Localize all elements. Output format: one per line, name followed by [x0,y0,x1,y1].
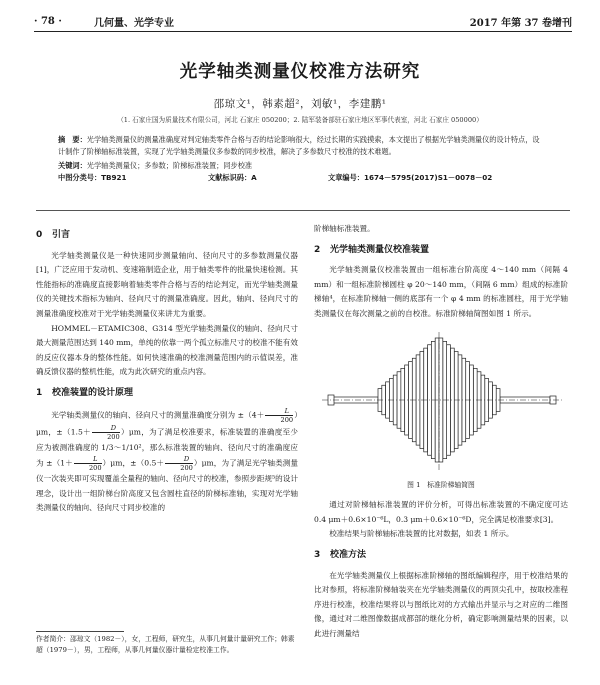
keywords [58,160,542,172]
abstract-label: 摘 要： [58,135,87,144]
right-column [314,222,568,642]
keywords-label: 关键词： [58,161,87,170]
section-3-heading: 3 校准方法 [314,549,367,560]
section-2-heading: 2 光学轴类测量仪校准装置 [314,244,430,255]
document-code: 文献标识码：A [208,173,257,182]
stepped-shaft-diagram [314,328,568,476]
journal-issue: 2017 年第 37 卷增刊 [469,17,572,29]
section-1-heading: 1 校准装置的设计原理 [36,387,134,398]
intro-paragraph-1: 光学轴类测量仪是一种快速同步测量轴向、径向尺寸的多参数测量仪器[1]，广泛应用于发动机、变速箱制造企业，用于轴类零件的批量快速检测。其性能指标的准确度直接影响着轴类零件合格与否的结论判定，而光学轴类测量仪的关键技术指标为轴向、径向尺寸的测量准确度。因此，轴向、径向尺寸的测量准确度校准对于光学轴类测量仪来讲尤为重要。 [36,250,298,318]
article-meta [58,172,542,184]
page-number: · 78 · [34,15,62,27]
fraction-d-200-b: $\frac{D}{200}$ [165,455,193,472]
footnote-rule [36,631,124,632]
fraction-d-200: $\frac{D}{200}$ [92,424,120,441]
journal-section: 几何量、光学专业 [94,17,174,29]
figure-stepped-shaft [314,328,568,476]
abstract-rule [36,210,570,211]
author-list: 邵琼文¹，韩素超²，刘敏¹，李建鹏¹ [213,98,387,110]
design-paragraph: 光学轴类测量仪的轴向、径向尺寸的测量准确度分别为 ±（4＋ $\frac{L}{200}$ ）μm，±（1.5＋ $\frac{D}{200}$ ）μm，为了满足校准要求，标准装置的准确度至少应为被测准确度的 1/3～1/10²，那么标准装置的轴向、径向尺寸的准确度应为 ±（1＋ $\frac{L}{200}$ ）μm，±（0.5＋ $\frac{D}{200}$ ）μm，为了满足光学轴类测量仪一次装夹即可实现覆盖全量程的轴向、径向尺寸的校准，参照步距规⁵的设计理念，设计出一组阶梯台阶高度又包含圆柱直径的阶梯标准轴，实现对光学轴类测量仪的轴向、径向尺寸同步校准的 [36,406,299,513]
fraction-l-200-b: $\frac{L}{200}$ [74,455,102,472]
device-paragraph: 光学轴类测量仪校准装置由一组标准台阶高度 4～140 mm（间隔 4 mm）和一组标准阶梯圆柱 φ 20～140 mm，（间隔 6 mm）组成的标准阶梯轴⁴，在标准阶梯轴一侧的底部有一个 φ 4 mm 的标准圆柱，用于光学轴类测量仪在每次测量之前的自校准。标准阶梯轴简图如图 1 所示。 [314,265,568,318]
clc-number: 中图分类号：TB921 [58,173,127,182]
keywords-text: 光学轴类测量仪；多参数；阶梯标准装置；同步校准 [86,161,253,170]
intro-paragraph-2: HOMMEL－ETAMIC308、G314 型光学轴类测量仪的轴向、径向尺寸最大测量范围达到 140 mm，单纯的依靠一两个孤立标准尺寸的校准不能有效的反应仪器本身的整体性能。如何快速准确的校准测量范围内的示值误差，准确反馈仪器的整机性能，成为此次研究的重点内容。 [36,323,298,377]
section-0-heading: 0 引言 [36,230,71,240]
figure-caption: 图 1 标准阶梯轴简图 [407,480,475,489]
left-column [36,222,298,516]
method-paragraph: 在光学轴类测量仪上根据标准阶梯轴的图纸编辑程序，用于校准结果的比对参照，将标准阶梯轴装夹在光学轴类测量仪的两顶尖孔中，按取校准程序进行校准，校准结果将以与图纸比对的方式输出并显示与之对应的二维图像，通过对二维图像数据成都部的继化分析，确定影响测量结果的因素，以此进行测量结 [314,570,568,638]
uncertainty-paragraph: 通过对阶梯轴标准装置的评价分析，可得出标准装置的不确定度可达 0.4 μm＋0.6×10⁻⁶L，0.3 μm＋0.6×10⁻⁶D，完全满足校准要求[3]。 [314,500,568,524]
fraction-l-200: $\frac{L}{200}$ [265,407,293,424]
continued-text: 阶梯轴标准装置。 [314,224,375,233]
abstract-block [58,134,542,184]
comparison-paragraph: 校准结果与阶梯轴标准装置的比对数据，如表 1 所示。 [329,529,514,539]
abstract-text: 光学轴类测量仪的测量准确度对判定轴类零件合格与否的结论影响很大，经过长期的实践摸索，本文提出了根据光学轴类测量仪的设计特点，设计制作了阶梯轴标准装置，实现了光学轴类测量仪多参数的同步校准，解决了多参数尺寸校准的技术难题。 [58,135,540,156]
running-header [34,12,572,30]
article-number: 文章编号：1674－5795(2017)S1－0078－02 [328,173,493,182]
author-footnote: 作者简介：邵琼文（1982－），女，工程师，研究生，从事几何量计量研究工作；韩素超（1979－），男，工程师，从事几何量仪器计量检定校准工作。 [36,635,295,654]
abstract [58,134,542,158]
paper-title: 光学轴类测量仪校准方法研究 [179,62,421,82]
header-rule [34,31,572,32]
affiliation: （1. 石家庄国为质量技术有限公司，河北 石家庄 050200；2. 陆军装备部驻石家庄地区军事代表室，河北 石家庄 050000） [117,116,483,124]
